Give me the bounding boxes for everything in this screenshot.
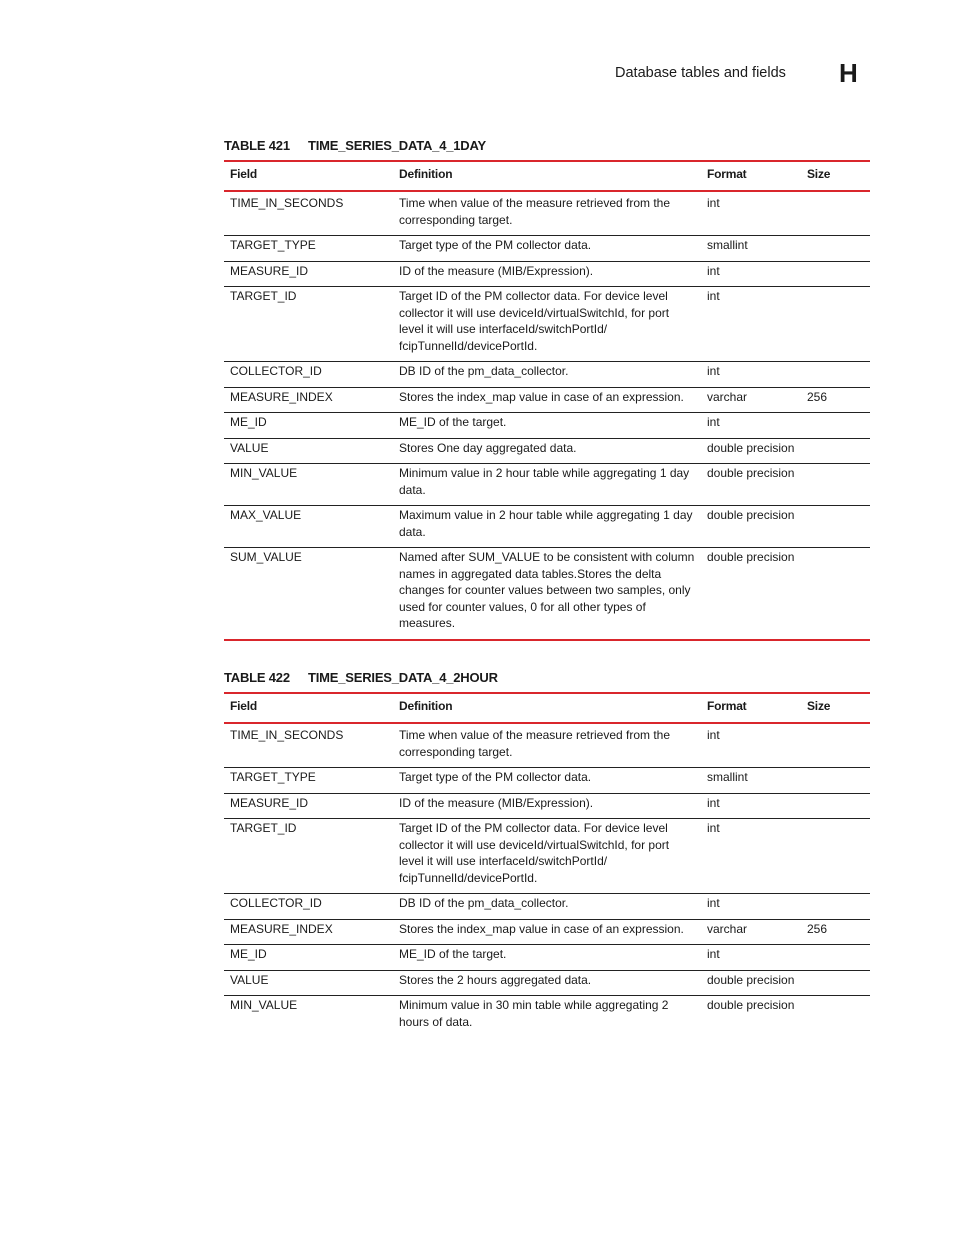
table-row [224,387,870,413]
cell-field: ME_ID [230,947,267,961]
cell-definition: ID of the measure (MIB/Expression). [399,263,594,278]
table-row [224,945,870,971]
table-422 [224,670,870,1037]
cell-field: MEASURE_INDEX [230,389,333,404]
cell-definition: Stores One day aggregated data. [399,440,577,455]
cell-size [801,438,870,464]
cell-field: MIN_VALUE [230,998,298,1012]
cell-format: smallint [707,770,748,784]
table-421 [224,138,870,641]
header-row [224,161,870,191]
cell-format: smallint [707,238,748,252]
running-header [560,60,860,90]
table-row [224,996,870,1038]
cell-size [801,362,870,388]
cell-format: varchar [707,921,748,936]
cell-size [801,287,870,362]
cell-definition: Target type of the PM collector data. [399,770,592,784]
table-row [224,919,870,945]
cell-field: MEASURE_ID [230,795,309,810]
data-table [224,160,870,641]
table-name: TIME_SERIES_DATA_4_2HOUR [308,670,498,685]
section-title: Database tables and fields [615,65,786,81]
column-header-size: Size [807,699,831,713]
cell-format: double precision [707,972,795,987]
cell-field: MEASURE_ID [230,263,309,278]
table-row [224,970,870,996]
cell-size [801,413,870,439]
cell-field: COLLECTOR_ID [230,896,322,910]
cell-definition: Stores the 2 hours aggregated data. [399,972,592,987]
cell-definition: Minimum value in 30 min table while aggregating 2 hours of data. [399,998,669,1029]
cell-format: double precision [707,508,795,522]
cell-definition: ME_ID of the target. [399,947,507,961]
cell-format: int [707,196,720,210]
cell-format: int [707,821,720,835]
cell-field: TARGET_TYPE [230,770,316,784]
cell-field: SUM_VALUE [230,550,302,564]
cell-format: double precision [707,550,795,564]
cell-size: 256 [807,389,828,404]
cell-definition: Named after SUM_VALUE to be consistent with column names in aggregated data tables.Stores the delta changes for counter values between two samples, only used for counter values, 0 for all other types of measures. [399,550,695,630]
cell-field: TARGET_ID [230,289,297,303]
table-row [224,236,870,262]
cell-size [801,236,870,262]
table-number: TABLE 422 [224,670,290,685]
cell-definition: ME_ID of the target. [399,415,507,429]
cell-definition: Stores the index_map value in case of an expression. [399,921,684,936]
table-row [224,362,870,388]
cell-definition: Time when value of the measure retrieved from the corresponding target. [399,196,671,227]
cell-size [801,894,870,920]
cell-format: int [707,364,720,378]
column-header-definition: Definition [399,167,453,181]
cell-definition: DB ID of the pm_data_collector. [399,364,569,378]
cell-definition: Target ID of the PM collector data. For device level collector it will use deviceId/virtualSwitchId, for port level it will use interfaceId/switchPortId/ fcipTunnelId/devicePortId. [399,821,670,885]
data-table [224,692,870,1037]
cell-field: TIME_IN_SECONDS [230,196,344,210]
table-row [224,464,870,506]
table-name: TIME_SERIES_DATA_4_1DAY [308,138,486,153]
cell-format: int [707,415,720,429]
cell-size [801,970,870,996]
cell-format: int [707,795,720,810]
appendix-letter: H [839,58,858,88]
cell-field: MEASURE_INDEX [230,921,333,936]
cell-size [801,768,870,794]
table-row [224,191,870,236]
column-header-size: Size [807,167,831,181]
cell-size [801,819,870,894]
column-header-definition: Definition [399,699,453,713]
cell-field: MAX_VALUE [230,508,302,522]
table-number: TABLE 421 [224,138,290,153]
table-caption [224,138,870,160]
cell-definition: Time when value of the measure retrieved from the corresponding target. [399,728,671,759]
column-header-field: Field [230,699,258,713]
table-row [224,261,870,287]
table-row [224,287,870,362]
cell-size [801,996,870,1038]
cell-format: int [707,263,720,278]
cell-definition: Target ID of the PM collector data. For device level collector it will use deviceId/virtualSwitchId, for port level it will use interfaceId/switchPortId/ fcipTunnelId/devicePortId. [399,289,670,353]
cell-field: TARGET_ID [230,821,297,835]
cell-size [801,723,870,768]
cell-size [801,506,870,548]
table-row [224,723,870,768]
cell-format: int [707,728,720,742]
cell-format: int [707,896,720,910]
cell-format: int [707,947,720,961]
cell-field: TARGET_TYPE [230,238,316,252]
table-row [224,438,870,464]
table-caption [224,670,870,692]
column-header-field: Field [230,167,258,181]
cell-field: COLLECTOR_ID [230,364,322,378]
cell-field: VALUE [230,972,269,987]
table-row [224,819,870,894]
cell-size [801,191,870,236]
table-row [224,413,870,439]
cell-format: varchar [707,389,748,404]
cell-format: double precision [707,466,795,480]
cell-format: double precision [707,998,795,1012]
table-row [224,793,870,819]
cell-definition: Maximum value in 2 hour table while aggregating 1 day data. [399,508,693,539]
cell-field: TIME_IN_SECONDS [230,728,344,742]
table-row [224,894,870,920]
cell-size: 256 [807,921,828,936]
cell-definition: Stores the index_map value in case of an expression. [399,389,684,404]
cell-size [801,261,870,287]
cell-size [801,548,870,640]
cell-definition: ID of the measure (MIB/Expression). [399,795,594,810]
cell-field: ME_ID [230,415,267,429]
cell-field: VALUE [230,440,269,455]
cell-definition: Minimum value in 2 hour table while aggregating 1 day data. [399,466,690,497]
column-header-format: Format [707,167,747,181]
table-row [224,768,870,794]
cell-size [801,793,870,819]
table-row [224,506,870,548]
cell-definition: DB ID of the pm_data_collector. [399,896,569,910]
cell-format: double precision [707,440,795,455]
cell-format: int [707,289,720,303]
header-row [224,693,870,723]
cell-size [801,945,870,971]
cell-field: MIN_VALUE [230,466,298,480]
table-row [224,548,870,640]
column-header-format: Format [707,699,747,713]
cell-size [801,464,870,506]
cell-definition: Target type of the PM collector data. [399,238,592,252]
